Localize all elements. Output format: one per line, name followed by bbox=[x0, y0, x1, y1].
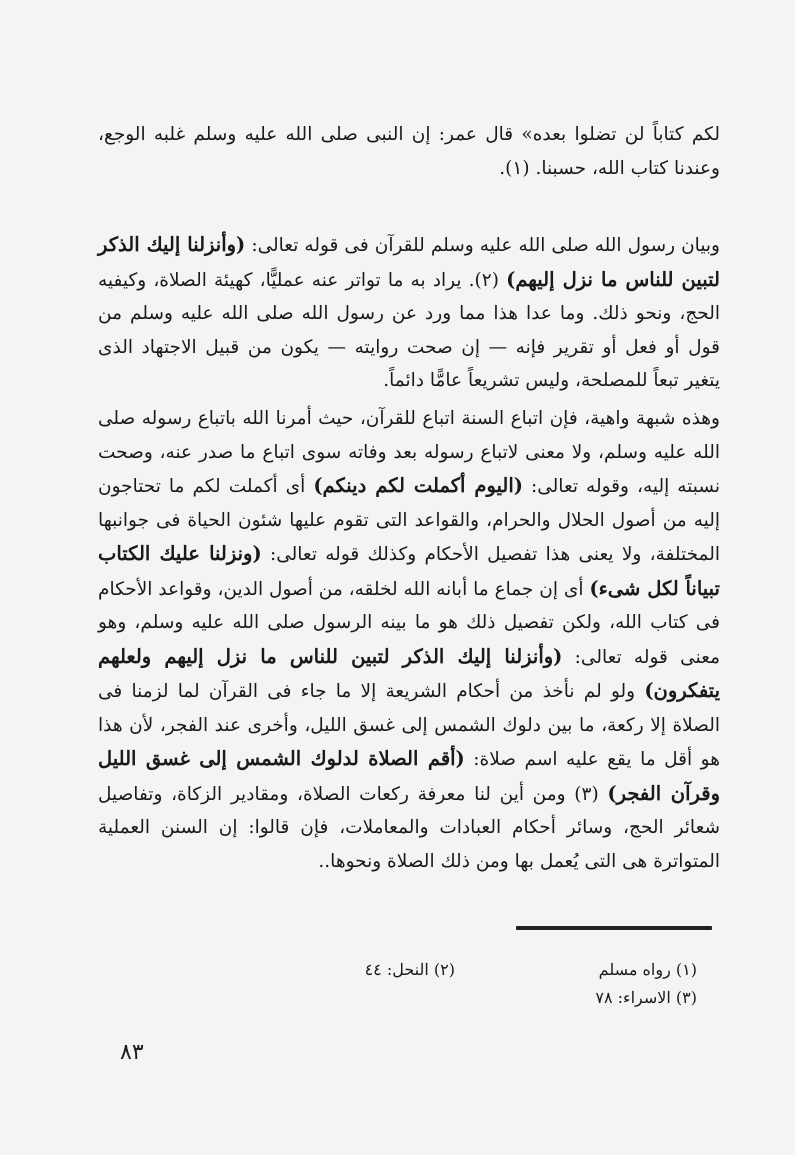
paragraph-3 bbox=[98, 402, 720, 878]
footnote-separator bbox=[516, 926, 712, 930]
body-text-run: لكم كتاباً لن تضلوا بعده» قال عمر: إن النبى صلى الله عليه وسلم غلبه الوجع، وعندنا كتاب الله، حسبنا. (١). bbox=[98, 124, 720, 179]
body-text-run: وبيان رسول الله صلى الله عليه وسلم للقرآن فى قوله تعالى: bbox=[245, 235, 720, 256]
quran-quote: (ونزلنا عليك الكتاب تبياناً لكل شىء) bbox=[98, 542, 720, 600]
quran-quote: (اليوم أكملت لكم دينكم) bbox=[313, 474, 523, 497]
footnote-1: (١) رواه مسلم bbox=[598, 960, 697, 979]
footnote-3: (٣) الاسراء: ٧٨ bbox=[595, 988, 697, 1007]
quran-quote: (أقم الصلاة لدلوك الشمس إلى غسق الليل وقرآن الفجر) bbox=[98, 747, 720, 805]
body-text-run: (٢). يراد به ما تواتر عنه عمليًّا، كهيئة الصلاة، وكيفيه الحج، ونحو ذلك. وما عدا هذا مما ورد عن رسول الله صلى الله عليه وسلم من قول أو فعل أو تقرير فإنه — إن صحت روايته — يكون من قبيل الاجتهاد الذى يتغير تبعاً للمصلحة، وليس تشريعاً عامًّا دائماً. bbox=[98, 269, 720, 391]
body-text-run: أى أكملت لكم ما تحتاجون إليه من أصول الحلال والحرام، والقواعد التى تقوم عليها شئون الحياة فى جوانبها المختلفة، ولا يعنى هذا تفصيل الأحكام وكذلك قوله تعالى: bbox=[98, 476, 720, 565]
footnote-2: (٢) النحل: ٤٤ bbox=[364, 960, 455, 979]
body-text-run: وهذه شبهة واهية، فإن اتباع السنة اتباع للقرآن، حيث أمرنا الله باتباع رسوله صلى الله عليه وسلم، ولا معنى لاتباع رسوله بعد وفاته سوى اتباع ما صدر عنه، وصحت نسبته إليه، وقوله تعالى: bbox=[98, 408, 720, 497]
body-text-run: ولو لم نأخذ من أحكام الشريعة إلا ما جاء فى القرآن لما لزمنا فى الصلاة إلا ركعة، ما بين دلوك الشمس إلى غسق الليل، وأخرى عند الفجر، لأن هذا هو أقل ما يقع عليه اسم صلاة: bbox=[98, 681, 720, 770]
quran-quote: (وأنزلنا إليك الذكر لتبين للناس ما نزل إليهم) bbox=[98, 233, 720, 291]
paragraph-1 bbox=[98, 118, 720, 185]
body-text-run: (٣) ومن أين لنا معرفة ركعات الصلاة، ومقادير الزكاة، وتفاصيل شعائر الحج، وسائر أحكام العبادات والمعاملات، فإن قالوا: إن السنن العملية المتواترة هى التى يُعمل بها ومن ذلك الصلاة ونحوها.. bbox=[98, 783, 720, 872]
body-text-run: أى إن جماع ما أبانه الله لخلقه، من أصول الدين، وقواعد الأحكام فى كتاب الله، ولكن تفصيل ذلك هو ما بينه الرسول صلى الله عليه وسلم، وهو معنى قوله تعالى: bbox=[98, 578, 721, 668]
page-number: ٨٣ bbox=[120, 1040, 144, 1065]
quran-quote: (وأنزلنا إليك الذكر لتبين للناس ما نزل إليهم ولعلهم يتفكرون) bbox=[98, 644, 720, 702]
paragraph-2 bbox=[98, 228, 720, 398]
